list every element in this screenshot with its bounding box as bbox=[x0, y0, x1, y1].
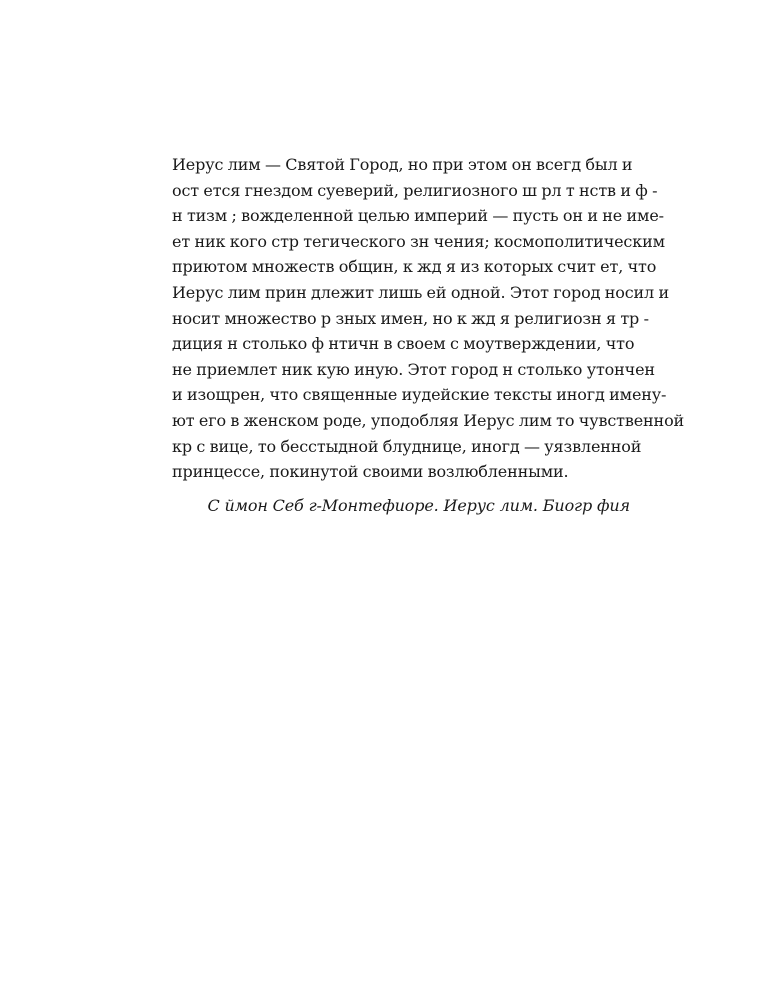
quote-line: не приемлет ник кую иную. Этот город н столько утончен bbox=[172, 359, 655, 379]
quote-line: Иерус лим — Святой Город, но при этом он всегд был и bbox=[172, 155, 633, 174]
epigraph-attribution: С ймон Себ г-Монтефиоре. Иерус лим. Биогр фия bbox=[207, 495, 630, 515]
quote-line: диция н столько ф нтичн в своем с моутверждении, что bbox=[172, 334, 635, 354]
quote-line: ост ется гнездом суеверий, религиозного ш рл т нств и ф - bbox=[172, 180, 658, 200]
quote-line: ет ник кого стр тегического зн чения; космополитическим bbox=[172, 231, 665, 251]
quote-line: н тизм ; вожделенной целью империй — пусть он и не име- bbox=[172, 206, 664, 226]
quote-line: и изощрен, что священные иудейские тексты иногд имену- bbox=[172, 385, 667, 405]
quote-line: ют его в женском роде, уподобляя Иерус лим то чувственной bbox=[172, 410, 685, 430]
quote-line: носит множество р зных имен, но к жд я религиозн я тр - bbox=[172, 308, 649, 328]
quote-line: кр с вице, то бесстыдной блуднице, иногд — уязвленной bbox=[172, 436, 642, 456]
epigraph bbox=[172, 152, 685, 517]
epigraph-quote bbox=[172, 152, 685, 485]
quote-line: принцессе, покинутой своими возлюбленными. bbox=[172, 462, 569, 482]
quote-line: Иерус лим прин длежит лишь ей одной. Этот город носил и bbox=[172, 282, 670, 302]
quote-line: приютом множеств общин, к жд я из которых счит ет, что bbox=[172, 257, 657, 277]
